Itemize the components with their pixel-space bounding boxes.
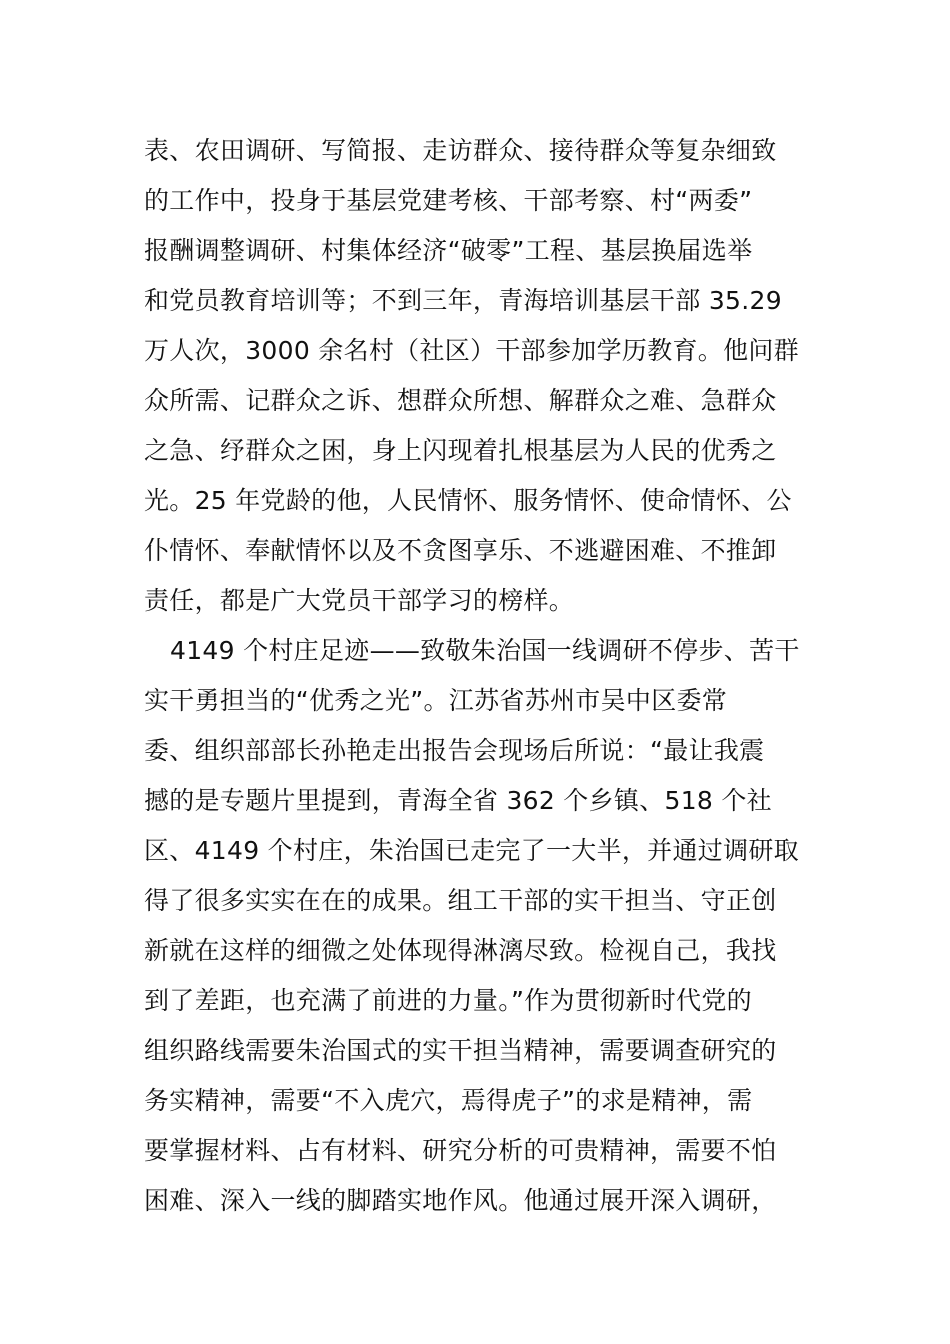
text-line: 之急、纾群众之困，身上闪现着扎根基层为人民的优秀之 <box>144 436 777 465</box>
text-line: 委、组织部部长孙艳走出报告会现场后所说：“最让我震 <box>144 736 765 765</box>
text-line: 实干勇担当的“优秀之光”。江苏省苏州市吴中区委常 <box>144 686 728 715</box>
text-line: 到了差距，也充满了前进的力量。”作为贯彻新时代党的 <box>144 986 752 1015</box>
paragraph-1 <box>144 126 808 626</box>
text-line: 光。25 年党龄的他，人民情怀、服务情怀、使命情怀、公 <box>144 486 792 515</box>
text-line: 组织路线需要朱治国式的实干担当精神，需要调查研究的 <box>144 1036 777 1065</box>
text-line: 撼的是专题片里提到，青海全省 362 个乡镇、518 个社 <box>144 786 772 815</box>
text-line: 得了很多实实在在的成果。组工干部的实干担当、守正创 <box>144 886 777 915</box>
text-line: 区、4149 个村庄，朱治国已走完了一大半，并通过调研取 <box>144 836 799 865</box>
text-line: 众所需、记群众之诉、想群众所想、解群众之难、急群众 <box>144 386 777 415</box>
text-line: 新就在这样的细微之处体现得淋漓尽致。检视自己，我找 <box>144 936 777 965</box>
text-line: 要掌握材料、占有材料、研究分析的可贵精神，需要不怕 <box>144 1136 777 1165</box>
text-line: 4149 个村庄足迹——致敬朱治国一线调研不停步、苦干 <box>170 636 800 665</box>
text-line: 报酬调整调研、村集体经济“破零”工程、基层换届选举 <box>144 236 753 265</box>
text-line: 困难、深入一线的脚踏实地作风。他通过展开深入调研， <box>144 1186 777 1215</box>
document-body <box>144 126 808 1226</box>
text-line: 的工作中，投身于基层党建考核、干部考察、村“两委” <box>144 186 753 215</box>
text-line: 务实精神，需要“不入虎穴，焉得虎子”的求是精神，需 <box>144 1086 753 1115</box>
text-line: 和党员教育培训等；不到三年，青海培训基层干部 35.29 <box>144 286 782 315</box>
text-line: 表、农田调研、写简报、走访群众、接待群众等复杂细致 <box>144 136 777 165</box>
text-line: 万人次，3000 余名村（社区）干部参加学历教育。他问群 <box>144 336 799 365</box>
text-line: 责任，都是广大党员干部学习的榜样。 <box>144 586 575 615</box>
paragraph-2 <box>144 626 808 1226</box>
text-line: 仆情怀、奉献情怀以及不贪图享乐、不逃避困难、不推卸 <box>144 536 777 565</box>
